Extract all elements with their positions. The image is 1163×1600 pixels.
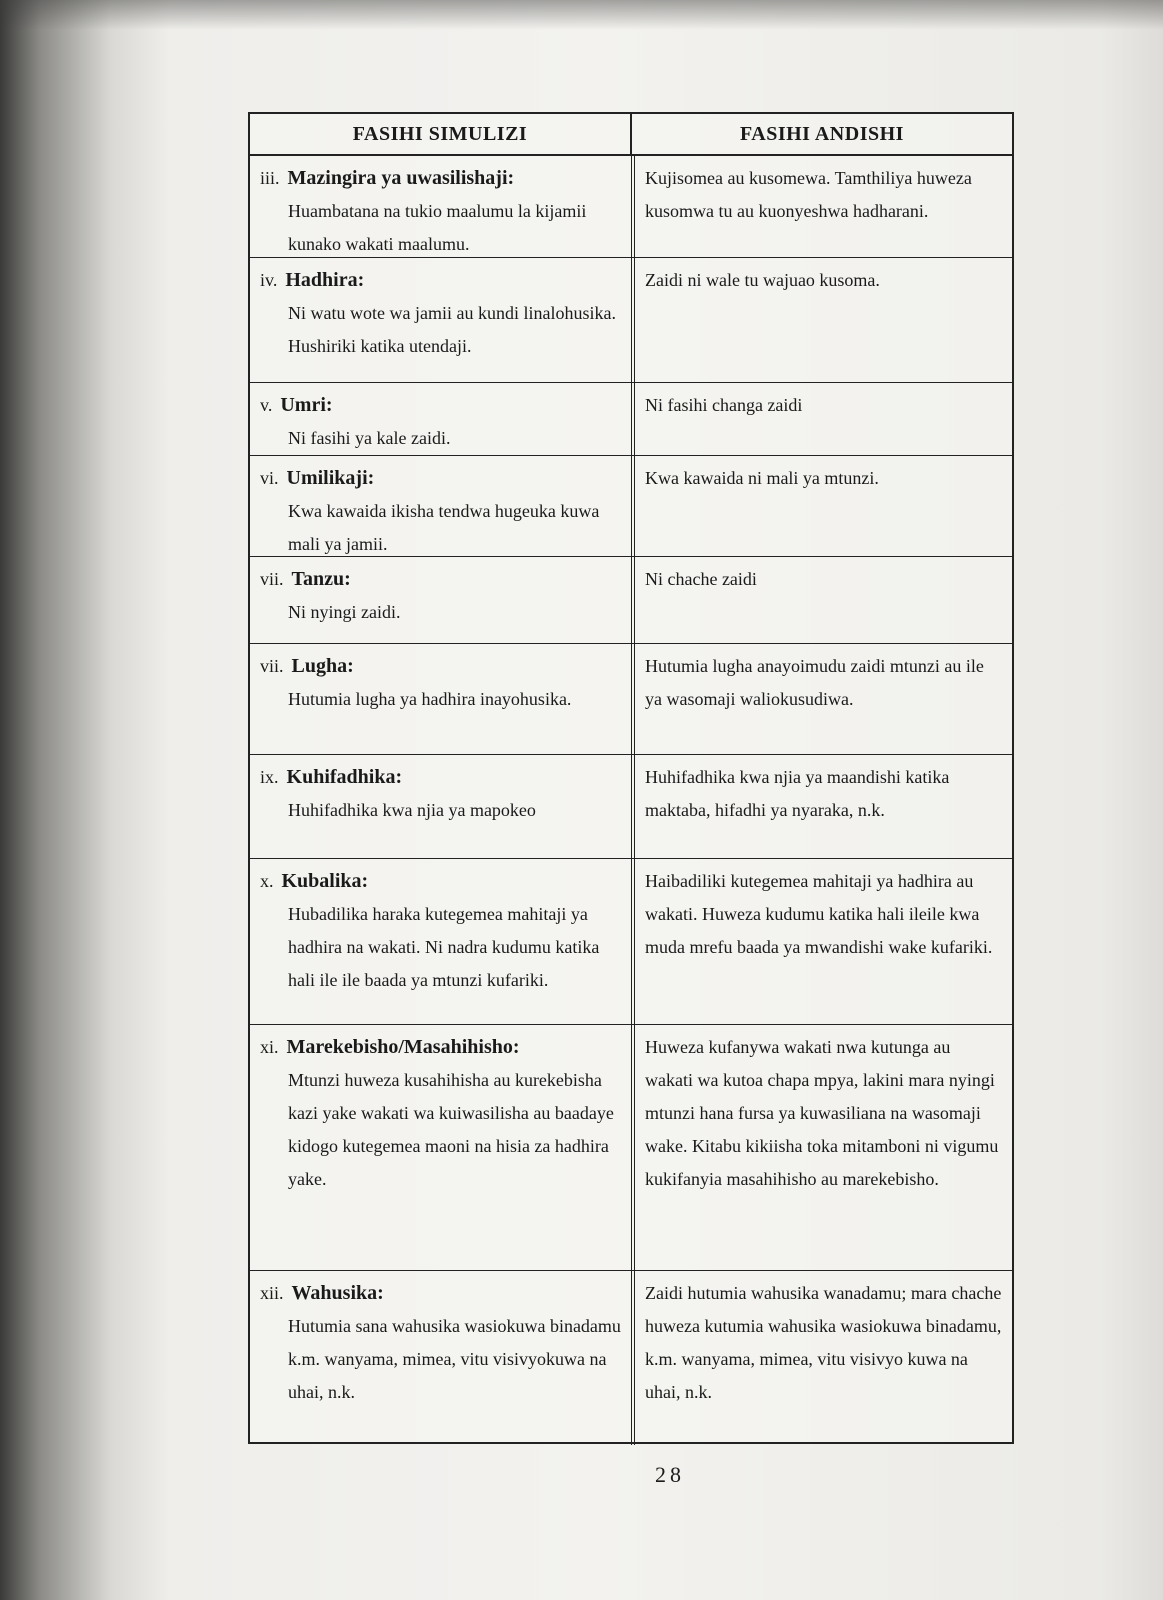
row-heading [260, 761, 621, 794]
simulizi-text: Hubadilika haraka kutegemea mahitaji ya hadhira na wakati. Ni nadra kudumu katika hali ile ile baada ya mtunzi kufariki. [288, 904, 600, 990]
row-label: Umilikaji: [286, 467, 375, 489]
table-row [250, 1271, 1012, 1445]
row-heading [260, 1031, 621, 1064]
simulizi-text: Mtunzi huweza kusahihisha au kurekebisha kazi yake wakati wa kuiwasilisha au baadaye kidogo kutegemea maoni na hisia za hadhira yake. [288, 1070, 614, 1189]
table-header [250, 114, 1012, 156]
simulizi-text: Ni nyingi zaidi. [288, 602, 401, 622]
simulizi-cell [250, 383, 631, 455]
table-row [250, 383, 1012, 456]
andishi-cell [631, 258, 1012, 382]
row-number: vii. [260, 656, 284, 676]
row-label: Tanzu: [291, 568, 351, 590]
andishi-cell [631, 755, 1012, 858]
row-label: Kuhifadhika: [286, 766, 403, 788]
simulizi-cell [250, 859, 631, 1024]
simulizi-text: Hutumia lugha ya hadhira inayohusika. [288, 689, 572, 709]
page-number: 28 [655, 1462, 685, 1487]
simulizi-cell [250, 557, 631, 643]
row-label: Lugha: [291, 655, 354, 677]
andishi-cell [631, 644, 1012, 754]
andishi-cell [631, 156, 1012, 257]
row-label: Mazingira ya uwasilishaji: [287, 167, 515, 189]
row-heading [260, 650, 621, 683]
row-label: Wahusika: [291, 1282, 384, 1304]
row-number: x. [260, 871, 274, 891]
andishi-text: Kwa kawaida ni mali ya mtunzi. [644, 468, 879, 488]
row-heading [260, 462, 621, 495]
table-row [250, 456, 1012, 557]
simulizi-text: Huambatana na tukio maalumu la kijamii kunako wakati maalumu. [288, 201, 587, 254]
row-heading [260, 563, 621, 596]
simulizi-text: Kwa kawaida ikisha tendwa hugeuka kuwa mali ya jamii. [288, 501, 600, 554]
row-heading [260, 162, 621, 195]
andishi-text: Hutumia lugha anayoimudu zaidi mtunzi au ile ya wasomaji waliokusudiwa. [644, 656, 984, 709]
row-label: Marekebisho/Masahihisho: [286, 1036, 520, 1058]
table-row [250, 557, 1012, 644]
row-number: vii. [260, 569, 284, 589]
andishi-cell [631, 557, 1012, 643]
andishi-text: Kujisomea au kusomewa. Tamthiliya huweza kusomwa tu au kuonyeshwa hadharani. [644, 168, 972, 221]
row-heading [260, 1277, 621, 1310]
simulizi-cell [250, 755, 631, 858]
header-fasihi-andishi: FASIHI ANDISHI [630, 114, 1012, 154]
simulizi-text: Ni fasihi ya kale zaidi. [288, 428, 451, 448]
simulizi-text: Huhifadhika kwa njia ya mapokeo [288, 800, 536, 820]
table-row [250, 859, 1012, 1025]
simulizi-cell [250, 258, 631, 382]
comparison-table [248, 112, 1014, 1444]
andishi-cell [631, 383, 1012, 455]
andishi-text: Ni chache zaidi [644, 569, 757, 589]
row-heading [260, 389, 621, 422]
row-label: Hadhira: [285, 269, 365, 291]
andishi-cell [631, 456, 1012, 556]
andishi-text: Zaidi ni wale tu wajuao kusoma. [644, 270, 880, 290]
table-row [250, 755, 1012, 859]
row-heading [260, 264, 621, 297]
andishi-cell [631, 1025, 1012, 1270]
andishi-cell [631, 859, 1012, 1024]
andishi-text: Huhifadhika kwa njia ya maandishi katika maktaba, hifadhi ya nyaraka, n.k. [644, 767, 950, 820]
row-number: ix. [260, 767, 279, 787]
simulizi-cell [250, 456, 631, 556]
table-row [250, 258, 1012, 383]
andishi-text: Ni fasihi changa zaidi [644, 395, 803, 415]
andishi-text: Haibadiliki kutegemea mahitaji ya hadhira au wakati. Huweza kudumu katika hali ileile kwa muda mrefu baada ya mwandishi wake kufariki. [644, 871, 993, 957]
row-number: xii. [260, 1283, 284, 1303]
andishi-text: Huweza kufanywa wakati nwa kutunga au wakati wa kutoa chapa mpya, lakini mara nyingi mtunzi hana fursa ya kuwasiliana na wasomaji wake. Kitabu kikiisha toka mitamboni ni vigumu kukifanyia masahihisho au marekebisho. [644, 1037, 999, 1189]
table-row [250, 156, 1012, 258]
simulizi-cell [250, 1271, 631, 1445]
andishi-cell [631, 1271, 1012, 1445]
simulizi-text: Ni watu wote wa jamii au kundi linalohusika. Hushiriki katika utendaji. [288, 303, 616, 356]
table-row [250, 644, 1012, 755]
row-number: iv. [260, 270, 278, 290]
row-label: Kubalika: [281, 870, 369, 892]
andishi-text: Zaidi hutumia wahusika wanadamu; mara chache huweza kutumia wahusika wasiokuwa binadamu, k.m. wanyama, mimea, vitu visivyo kuwa na uhai, n.k. [644, 1283, 1002, 1402]
row-heading [260, 865, 621, 898]
row-number: v. [260, 395, 273, 415]
simulizi-text: Hutumia sana wahusika wasiokuwa binadamu k.m. wanyama, mimea, vitu visivyokuwa na uhai, n.k. [288, 1316, 621, 1402]
row-number: xi. [260, 1037, 279, 1057]
header-fasihi-simulizi: FASIHI SIMULIZI [352, 123, 528, 145]
table-row [250, 1025, 1012, 1271]
page-shadow [0, 0, 1163, 30]
table-body [250, 156, 1012, 1445]
simulizi-cell [250, 156, 631, 257]
row-label: Umri: [280, 394, 333, 416]
row-number: vi. [260, 468, 279, 488]
simulizi-cell [250, 644, 631, 754]
simulizi-cell [250, 1025, 631, 1270]
row-number: iii. [260, 168, 280, 188]
